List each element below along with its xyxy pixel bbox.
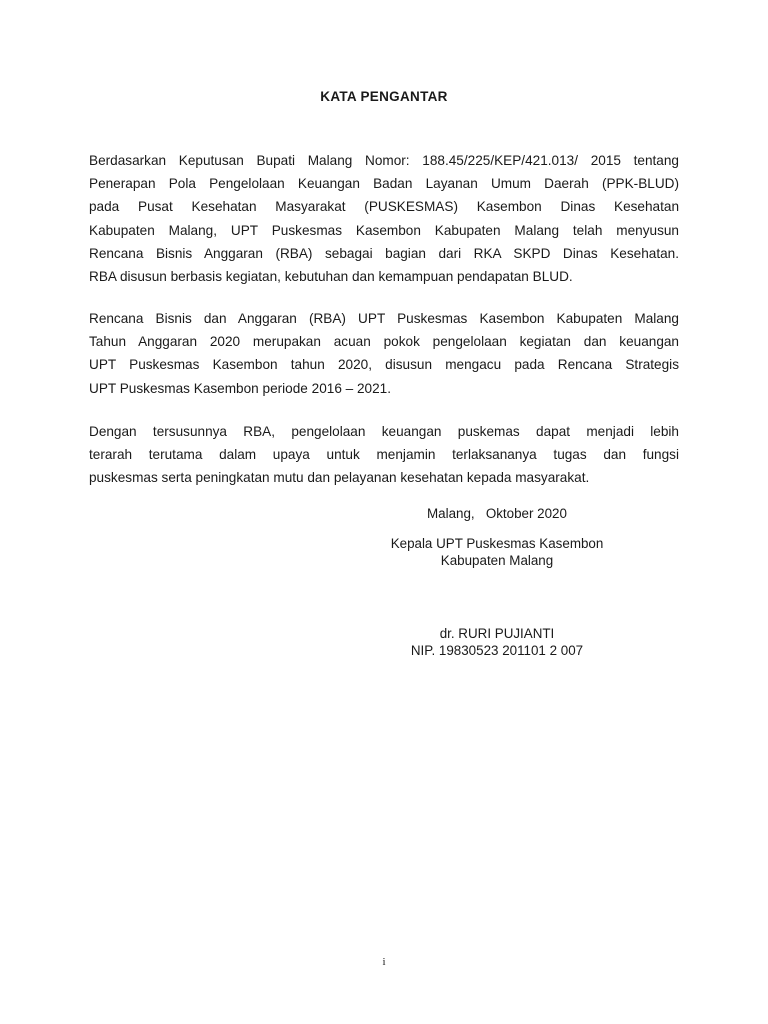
paragraph-line: Rencana Bisnis Anggaran (RBA) sebagai bagian dari RKA SKPD Dinas Kesehatan.: [89, 245, 679, 261]
signature-place-date: [377, 505, 617, 522]
paragraph-line: RBA disusun berbasis kegiatan, kebutuhan dan kemampuan pendapatan BLUD.: [89, 269, 573, 285]
paragraph-closing: [89, 420, 679, 490]
paragraph-line: UPT Puskesmas Kasembon tahun 2020, disusun mengacu pada Rencana Strategis: [89, 357, 679, 373]
signature-signer: [377, 625, 617, 659]
signer-nip: NIP. 19830523 201101 2 007: [410, 643, 584, 658]
paragraph-line: Dengan tersusunnya RBA, pengelolaan keuangan puskemas dapat menjadi lebih: [89, 424, 679, 439]
paragraph-line: Berdasarkan Keputusan Bupati Malang Nomor: 188.45/225/KEP/421.013/ 2015 tentang: [89, 153, 679, 168]
paragraph-line: puskesmas serta peningkatan mutu dan pelayanan kesehatan kepada masyarakat.: [89, 470, 590, 486]
signer-name: dr. RURI PUJIANTI: [439, 626, 555, 641]
paragraph-rba: [89, 307, 679, 400]
paragraph-intro: [89, 149, 679, 288]
paragraph-line: Rencana Bisnis dan Anggaran (RBA) UPT Puskesmas Kasembon Kabupaten Malang: [89, 311, 679, 326]
page-number: i: [382, 956, 386, 968]
place-date-text: Malang, Oktober 2020: [427, 506, 567, 521]
paragraph-line: Penerapan Pola Pengelolaan Keuangan Badan Layanan Umum Daerah (PPK-BLUD): [89, 176, 679, 192]
paragraph-line: Tahun Anggaran 2020 merupakan acuan pokok pengelolaan kegiatan dan keuangan: [89, 334, 679, 350]
signature-position: [377, 535, 617, 569]
paragraph-line: Kabupaten Malang, UPT Puskesmas Kasembon Kabupaten Malang telah menyusun: [89, 222, 679, 238]
paragraph-line: terarah terutama dalam upaya untuk menjamin terlaksananya tugas dan fungsi: [89, 447, 679, 463]
page-title: KATA PENGANTAR: [320, 89, 448, 104]
position-line: Kepala UPT Puskesmas Kasembon: [390, 536, 604, 551]
position-line: Kabupaten Malang: [440, 553, 554, 568]
paragraph-line: pada Pusat Kesehatan Masyarakat (PUSKESMAS) Kasembon Dinas Kesehatan: [89, 199, 679, 215]
paragraph-line: UPT Puskesmas Kasembon periode 2016 – 2021.: [89, 380, 392, 396]
